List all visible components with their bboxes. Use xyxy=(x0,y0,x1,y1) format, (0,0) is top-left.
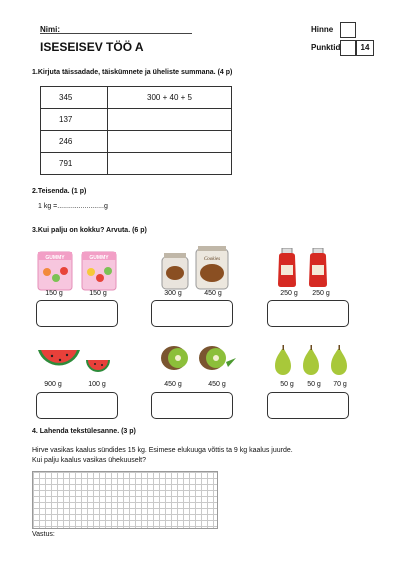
weight-label: 900 g xyxy=(44,381,62,388)
table-row xyxy=(41,109,232,131)
table-row xyxy=(41,153,232,175)
weight-label: 450 g xyxy=(208,381,226,388)
name-label: Nimi: xyxy=(40,25,60,34)
weight-label: 300 g xyxy=(164,290,182,297)
weight-label: 100 g xyxy=(88,381,106,388)
candy-bag-icon xyxy=(36,250,126,292)
grade-label: Hinne xyxy=(311,25,334,34)
table-number-cell: 791 xyxy=(41,153,108,175)
points-total: 14 xyxy=(356,40,374,56)
table-number-cell: 137 xyxy=(41,109,108,131)
weight-label: 150 g xyxy=(45,290,63,297)
table-number-cell: 246 xyxy=(41,131,108,153)
answer-box[interactable] xyxy=(151,392,233,419)
grade-box[interactable] xyxy=(340,22,356,38)
answer-box[interactable] xyxy=(267,392,349,419)
table-row xyxy=(41,131,232,153)
table-answer-cell[interactable] xyxy=(108,153,232,175)
task1-table xyxy=(40,86,232,175)
weight-label: 250 g xyxy=(280,290,298,297)
page-title: ISESEISEV TÖÖ A xyxy=(40,40,144,54)
task4-text-line2: Kui palju kaalus vasikas ühekuuselt? xyxy=(32,457,147,464)
table-number-cell: 345 xyxy=(41,87,108,109)
cookie-jar-icon xyxy=(160,245,232,291)
weight-label: 450 g xyxy=(204,290,222,297)
task4-text-line1: Hirve vasikas kaalus sündides 15 kg. Esimese elukuuga võttis ta 9 kg kaalus juurde. xyxy=(32,447,293,454)
task1-heading: 1.Kirjuta täissadade, täiskümnete ja üheliste summana. (4 p) xyxy=(32,69,233,76)
task2-line[interactable]: 1 kg =........................g xyxy=(38,203,108,210)
points-label: Punktid xyxy=(311,43,341,52)
weight-label: 450 g xyxy=(164,381,182,388)
answer-box[interactable] xyxy=(267,300,349,327)
answer-label: Vastus: xyxy=(32,531,55,538)
task2-heading: 2.Teisenda. (1 p) xyxy=(32,188,87,195)
answer-box[interactable] xyxy=(151,300,233,327)
solution-grid[interactable] xyxy=(32,471,218,529)
candy-brand-label: GUMMY xyxy=(45,255,65,261)
weight-label: 50 g xyxy=(307,381,321,388)
pear-images xyxy=(272,345,352,382)
ketchup-bottle-icon xyxy=(276,248,336,288)
pear-icon xyxy=(272,345,352,377)
cookies-brand-label: Cookies xyxy=(203,257,221,262)
kiwi-icon xyxy=(158,340,238,376)
ketchup-images xyxy=(276,248,336,293)
weight-label: 150 g xyxy=(89,290,107,297)
kiwi-images xyxy=(158,340,238,381)
task3-heading: 3.Kui palju on kokku? Arvuta. (6 p) xyxy=(32,227,147,234)
table-answer-cell[interactable] xyxy=(108,131,232,153)
answer-box[interactable] xyxy=(36,300,118,327)
watermelon-icon xyxy=(36,340,116,376)
weight-label: 70 g xyxy=(333,381,347,388)
name-line[interactable] xyxy=(40,33,192,34)
table-answer-cell[interactable] xyxy=(108,109,232,131)
table-answer-cell: 300 + 40 + 5 xyxy=(108,87,232,109)
answer-box[interactable] xyxy=(36,392,118,419)
points-earned-box[interactable] xyxy=(340,40,356,56)
weight-label: 250 g xyxy=(312,290,330,297)
cookies-images xyxy=(160,245,232,296)
table-row xyxy=(41,87,232,109)
weight-label: 50 g xyxy=(280,381,294,388)
watermelon-images xyxy=(36,340,116,381)
task4-heading: 4. Lahenda tekstülesanne. (3 p) xyxy=(32,428,136,435)
candy-brand-label: GUMMY xyxy=(89,255,109,261)
